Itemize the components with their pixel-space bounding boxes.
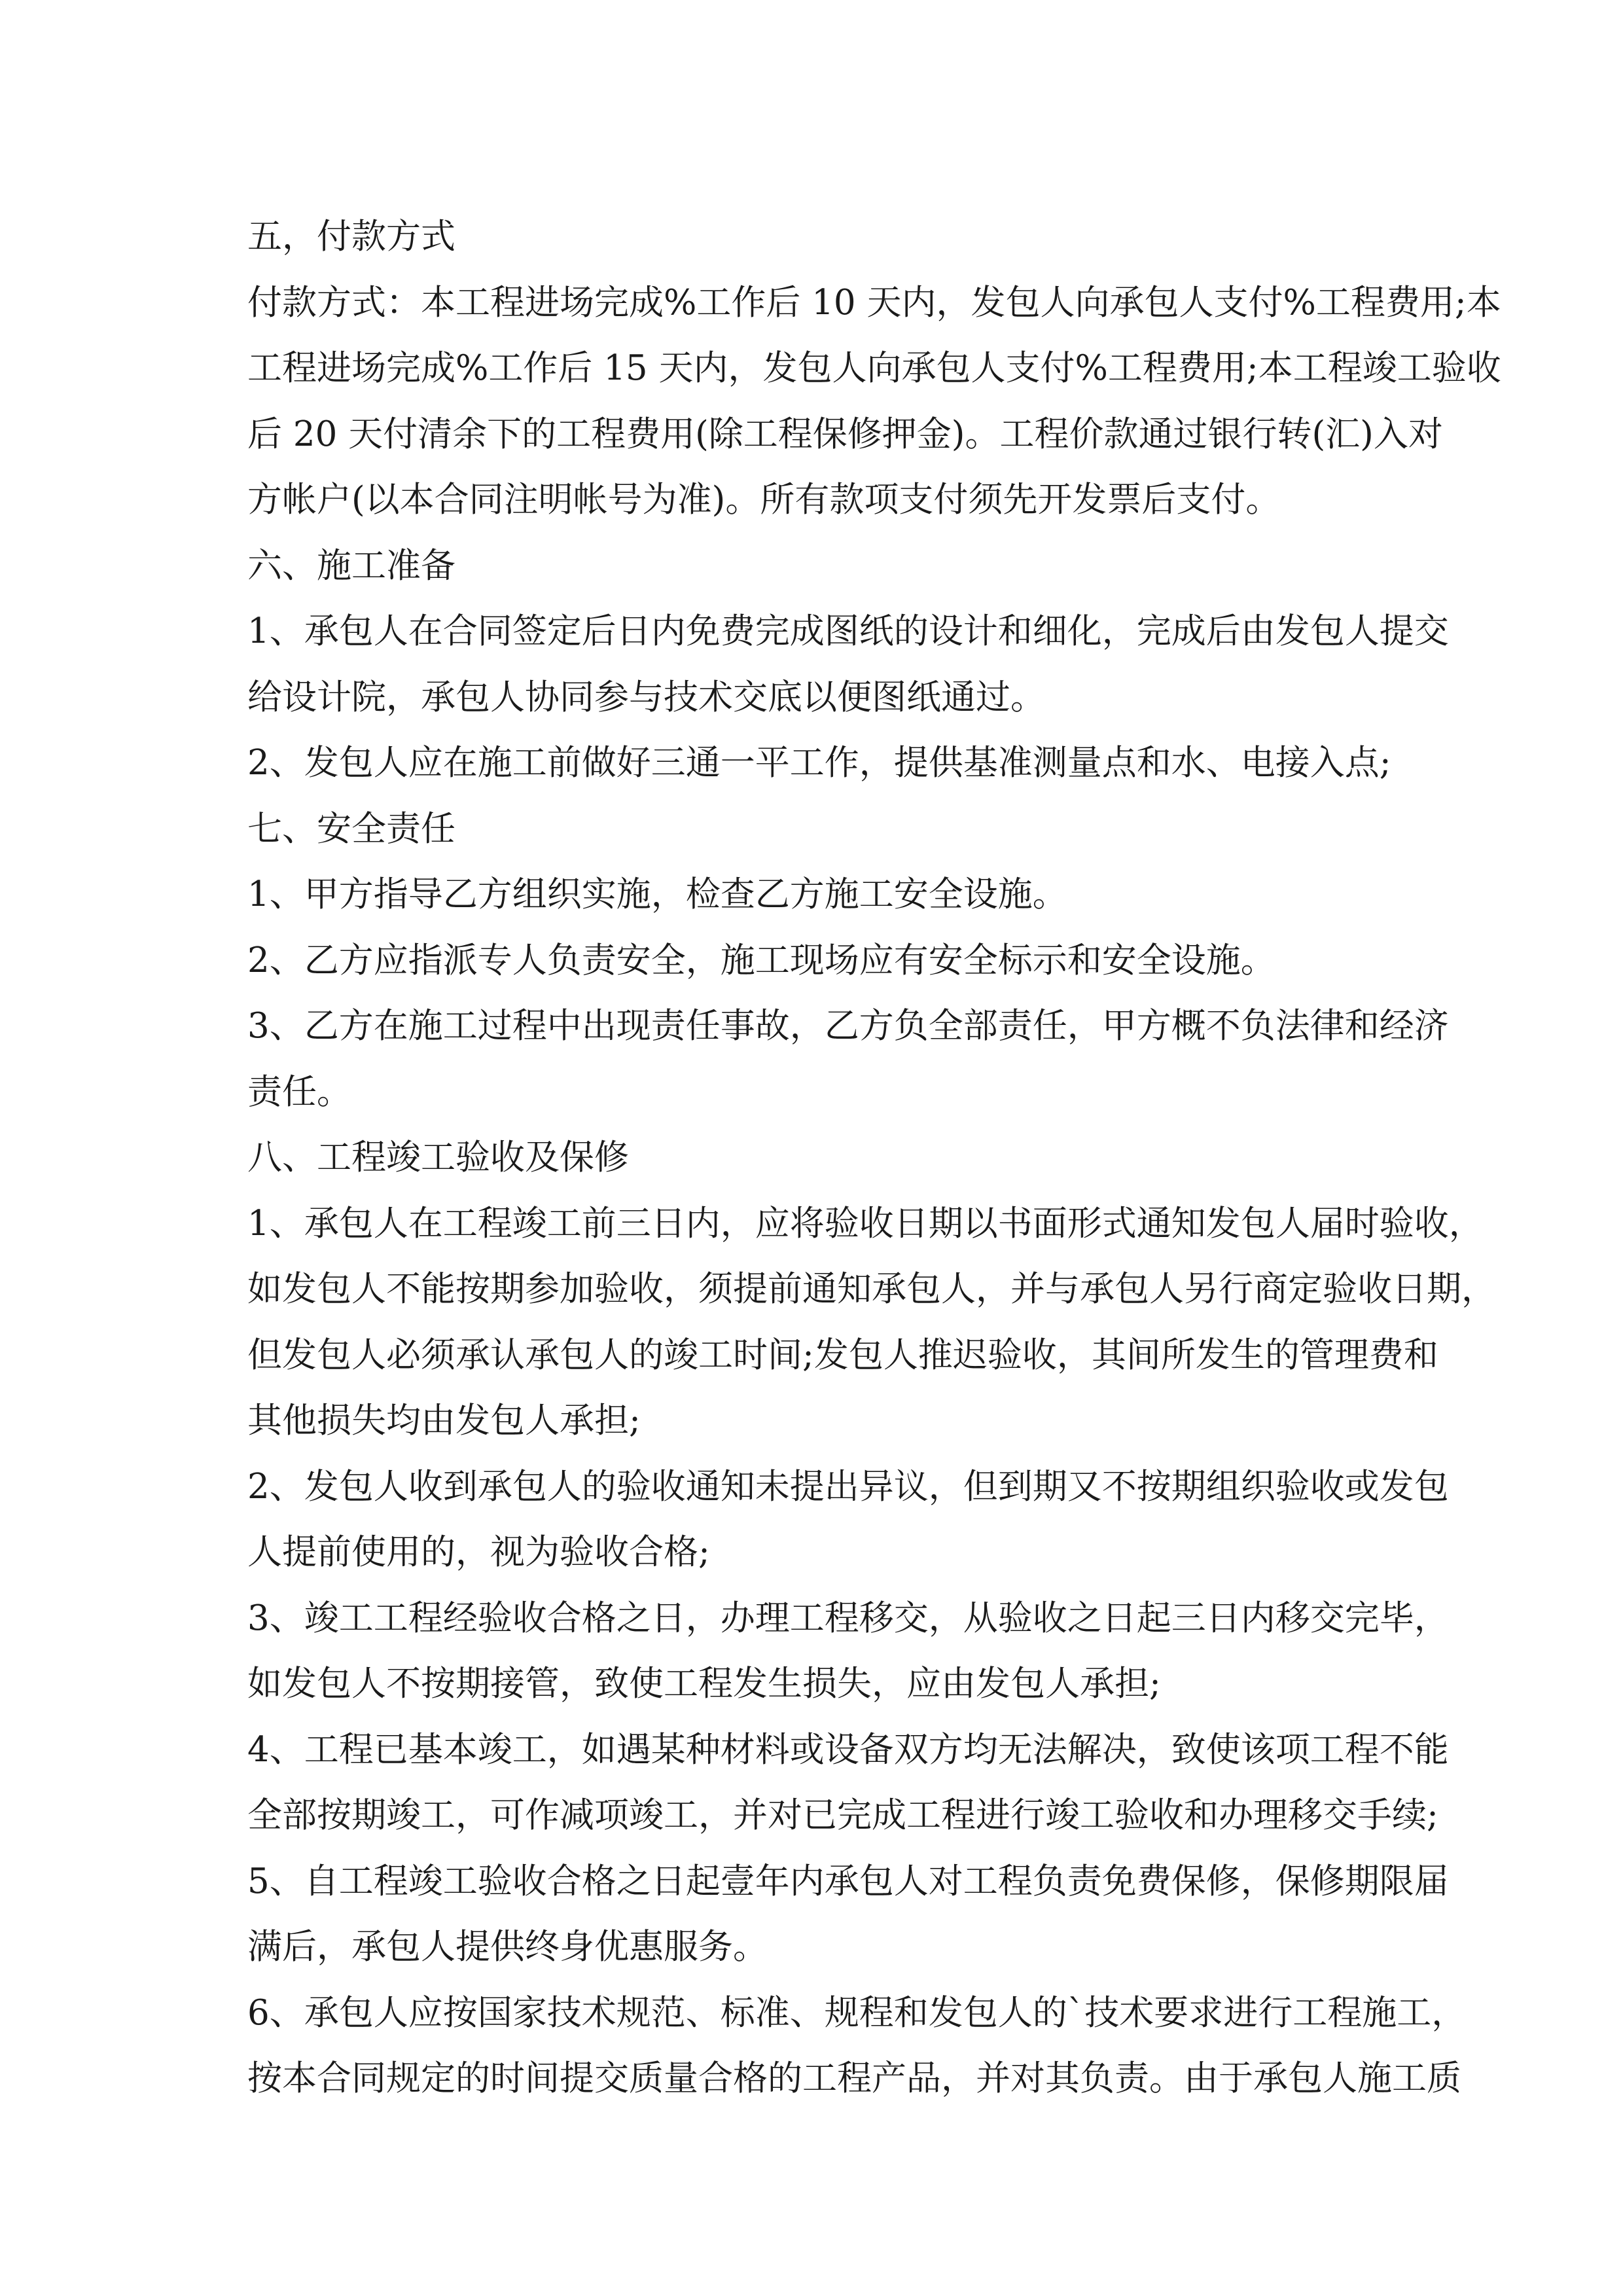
acceptance-item-line: 全部按期竣工，可作减项竣工，并对已完成工程进行竣工验收和办理移交手续; <box>247 1795 1438 1835</box>
acceptance-item-line: 2、发包人收到承包人的验收通知未提出异议，但到期又不按期组织验收或发包 <box>247 1466 1449 1507</box>
payment-text-line: 后 20 天付清余下的工程费用(除工程保修押金)。工程价款通过银行转(汇)入对 <box>247 414 1443 454</box>
acceptance-item-line: 但发包人必须承认承包人的竣工时间;发包人推迟验收，其间所发生的管理费和 <box>247 1335 1438 1375</box>
section-heading-preparation: 六、施工准备 <box>247 545 455 586</box>
preparation-item-line: 给设计院，承包人协同参与技术交底以便图纸通过。 <box>247 677 1045 717</box>
acceptance-item-line: 如发包人不按期接管，致使工程发生损失，应由发包人承担; <box>247 1664 1161 1704</box>
document-page <box>247 204 1501 2112</box>
safety-item-line: 2、乙方应指派专人负责安全，施工现场应有安全标示和安全设施。 <box>247 940 1275 980</box>
payment-text-line: 工程进场完成%工作后 15 天内，发包人向承包人支付%工程费用;本工程竣工验收 <box>247 348 1501 388</box>
acceptance-item-line: 1、承包人在工程竣工前三日内，应将验收日期以书面形式通知发包人届时验收， <box>247 1203 1484 1244</box>
safety-item-line: 3、乙方在施工过程中出现责任事故，乙方负全部责任，甲方概不负法律和经济 <box>247 1006 1449 1046</box>
preparation-item-line: 1、承包人在合同签定后日内免费完成图纸的设计和细化，完成后由发包人提交 <box>247 611 1449 651</box>
payment-text-line: 方帐户(以本合同注明帐号为准)。所有款项支付须先开发票后支付。 <box>247 480 1281 520</box>
acceptance-item-line: 如发包人不能按期参加验收，须提前通知承包人，并与承包人另行商定验收日期， <box>247 1269 1496 1309</box>
acceptance-item-line: 4、工程已基本竣工，如遇某种材料或设备双方均无法解决，致使该项工程不能 <box>247 1729 1449 1770</box>
section-heading-payment: 五，付款方式 <box>247 217 455 257</box>
acceptance-item-line: 6、承包人应按国家技术规范、标准、规程和发包人的`技术要求进行工程施工， <box>247 1992 1467 2033</box>
payment-text-line: 付款方式：本工程进场完成%工作后 10 天内，发包人向承包人支付%工程费用;本 <box>247 282 1501 323</box>
preparation-item-line: 2、发包人应在施工前做好三通一平工作，提供基准测量点和水、电接入点; <box>247 743 1391 783</box>
section-heading-acceptance: 八、工程竣工验收及保修 <box>247 1138 629 1177</box>
safety-item-line: 1、甲方指导乙方组织实施，检查乙方施工安全设施。 <box>247 874 1067 914</box>
safety-item-line: 责任。 <box>247 1071 351 1112</box>
acceptance-item-line: 满后，承包人提供终身优惠服务。 <box>247 1927 768 1967</box>
section-heading-safety: 七、安全责任 <box>247 808 455 849</box>
acceptance-item-line: 人提前使用的，视为验收合格; <box>247 1532 710 1572</box>
acceptance-item-line: 按本合同规定的时间提交质量合格的工程产品，并对其负责。由于承包人施工质 <box>247 2058 1461 2098</box>
acceptance-item-line: 5、自工程竣工验收合格之日起壹年内承包人对工程负责免费保修，保修期限届 <box>247 1861 1449 1901</box>
acceptance-item-line: 3、竣工工程经验收合格之日，办理工程移交，从验收之日起三日内移交完毕， <box>247 1598 1449 1638</box>
acceptance-item-line: 其他损失均由发包人承担; <box>247 1401 641 1441</box>
